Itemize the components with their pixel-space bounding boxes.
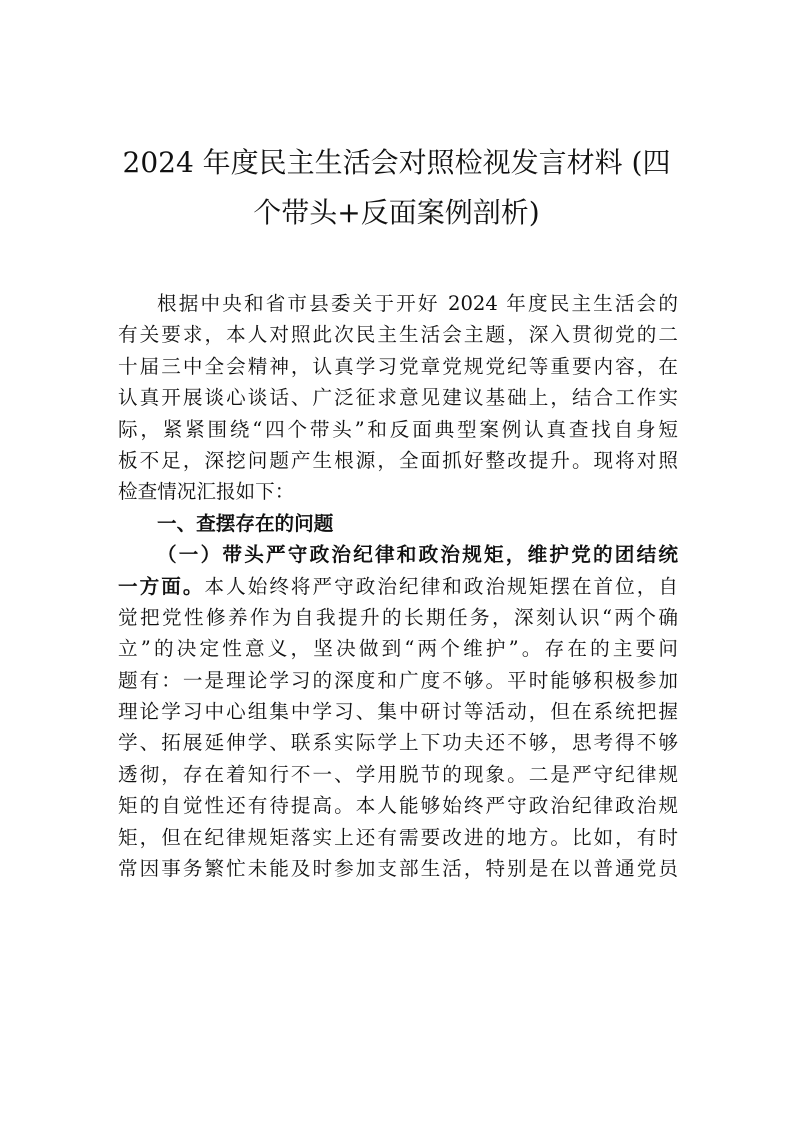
document-body bbox=[118, 288, 678, 884]
paragraph-line: 觉把党性修养作为自我提升的长期任务，深刻认识“两个确 bbox=[118, 605, 678, 629]
paragraph-line: 有关要求，本人对照此次民主生活会主题，深入贯彻党的二 bbox=[118, 323, 678, 347]
document-title bbox=[100, 138, 693, 238]
paragraph-line: 矩的自觉性还有待提高。本人能够始终严守政治纪律政治规 bbox=[118, 794, 678, 818]
paragraph-line: 透彻，存在着知行不一、学用脱节的现象。二是严守纪律规 bbox=[118, 762, 678, 786]
paragraph-line: 十届三中全会精神，认真学习党章党规党纪等重要内容，在 bbox=[118, 354, 678, 378]
subsection-heading-end: 一方面。 bbox=[118, 574, 205, 598]
title-line-1: 2024 年度民主生活会对照检视发言材料 (四 bbox=[122, 146, 671, 179]
paragraph-line bbox=[118, 571, 678, 602]
paragraph-line: 际，紧紧围绕“四个带头”和反面典型案例认真查找自身短 bbox=[118, 417, 678, 441]
paragraph-text: 本人始终将严守政治纪律和政治规矩摆在首位，自 bbox=[204, 574, 679, 598]
paragraph-line: 理论学习中心组集中学习、集中研讨等活动，但在系统把握 bbox=[118, 700, 678, 724]
paragraph-line: 矩，但在纪律规矩落实上还有需要改进的地方。比如，有时 bbox=[118, 825, 678, 849]
subsection-heading: （一）带头严守政治纪律和政治规矩，维护党的团结统 bbox=[157, 543, 678, 567]
paragraph-line: 立”的决定性意义，坚决做到“两个维护”。存在的主要问 bbox=[118, 637, 678, 661]
section-heading: 一、查摆存在的问题 bbox=[157, 511, 334, 535]
paragraph-line: 题有：一是理论学习的深度和广度不够。平时能够积极参加 bbox=[118, 668, 678, 692]
title-line-2: 个带头+反面案例剖析) bbox=[253, 196, 540, 229]
paragraph-line: 常因事务繁忙未能及时参加支部生活，特别是在以普通党员 bbox=[118, 857, 678, 881]
paragraph-line: 学、拓展延伸学、联系实际学上下功夫还不够，思考得不够 bbox=[118, 731, 678, 755]
paragraph-line: 板不足，深挖问题产生根源，全面抓好整改提升。现将对照 bbox=[118, 448, 678, 472]
paragraph-line: 检查情况汇报如下： bbox=[118, 480, 295, 504]
paragraph-line: 认真开展谈心谈话、广泛征求意见建议基础上，结合工作实 bbox=[118, 386, 678, 410]
paragraph-line: 根据中央和省市县委关于开好 2024 年度民主生活会的 bbox=[157, 292, 678, 315]
